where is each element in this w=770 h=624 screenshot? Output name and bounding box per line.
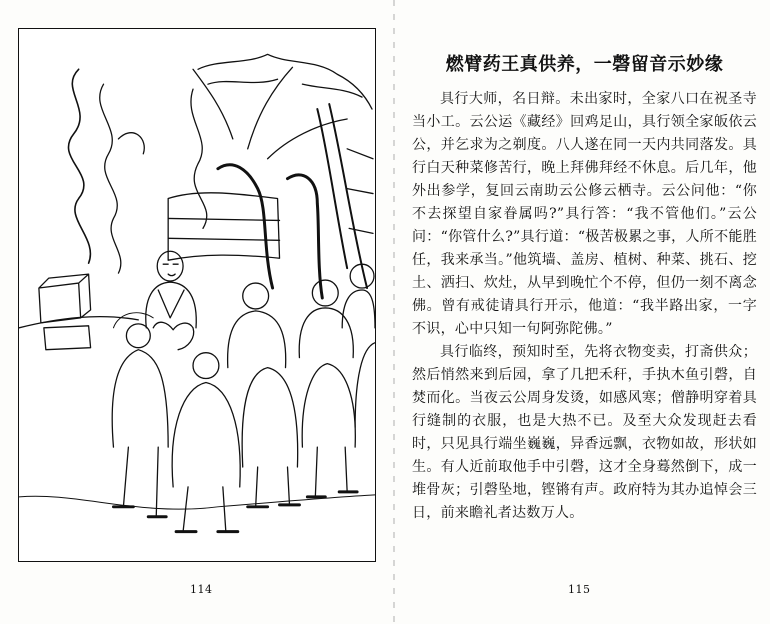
monks-cremation-drawing — [19, 29, 375, 561]
page-number-left: 114 — [190, 583, 213, 596]
chapter-title: 燃臂药王真供养，一磬留音示妙缘 — [445, 54, 724, 75]
paragraph-1: 具行大师，名日辩。未出家时，全家八口在祝圣寺当小工。云公运《藏经》回鸡足山，具行领全家皈依云公，并乞求为之剃度。八人遂在同一天内共同落发。具行白天种菜修苦行，晚上拜佛拜经不休息。后几年，他外出参学，复回云南助云公修云栖寺。云公问他：“你不去探望自家眷属吗?”具行答：“我不管他们。”云公问：“你管什么?”具行道：“极苦极累之事，人所不能胜任，我来承当。”他筑墙、盖房、植树、种菜、挑石、挖土、洒扫、炊灶，从早到晚忙个不停，但仍一刻不离念佛。曾有戒徒请具行开示，他道：“我半路出家，一字不识，心中只知一句阿弥陀佛。” — [412, 91, 757, 337]
paragraph-2: 具行临终，预知时至，先将衣物变卖，打斋供众；然后悄然来到后园，拿了几把禾秆，手执木鱼引磬，自焚而化。当夜云公周身发烫，如感风寒；僧静明穿着具行缝制的衣服，也是大热不已。及至大众发现赶去看时，只见具行端坐巍巍，异香远飘，衣物如故，形状如生。有人近前取他手中引磬，这才全身蓦然倒下，成一堆骨灰；引磬坠地，铿锵有声。政府特为其办追悼会三日，前来瞻礼者达数万人。 — [412, 344, 757, 521]
text-page — [412, 50, 757, 525]
page-gutter — [393, 0, 395, 624]
page-number-right: 115 — [568, 583, 591, 596]
illustration — [18, 28, 376, 562]
